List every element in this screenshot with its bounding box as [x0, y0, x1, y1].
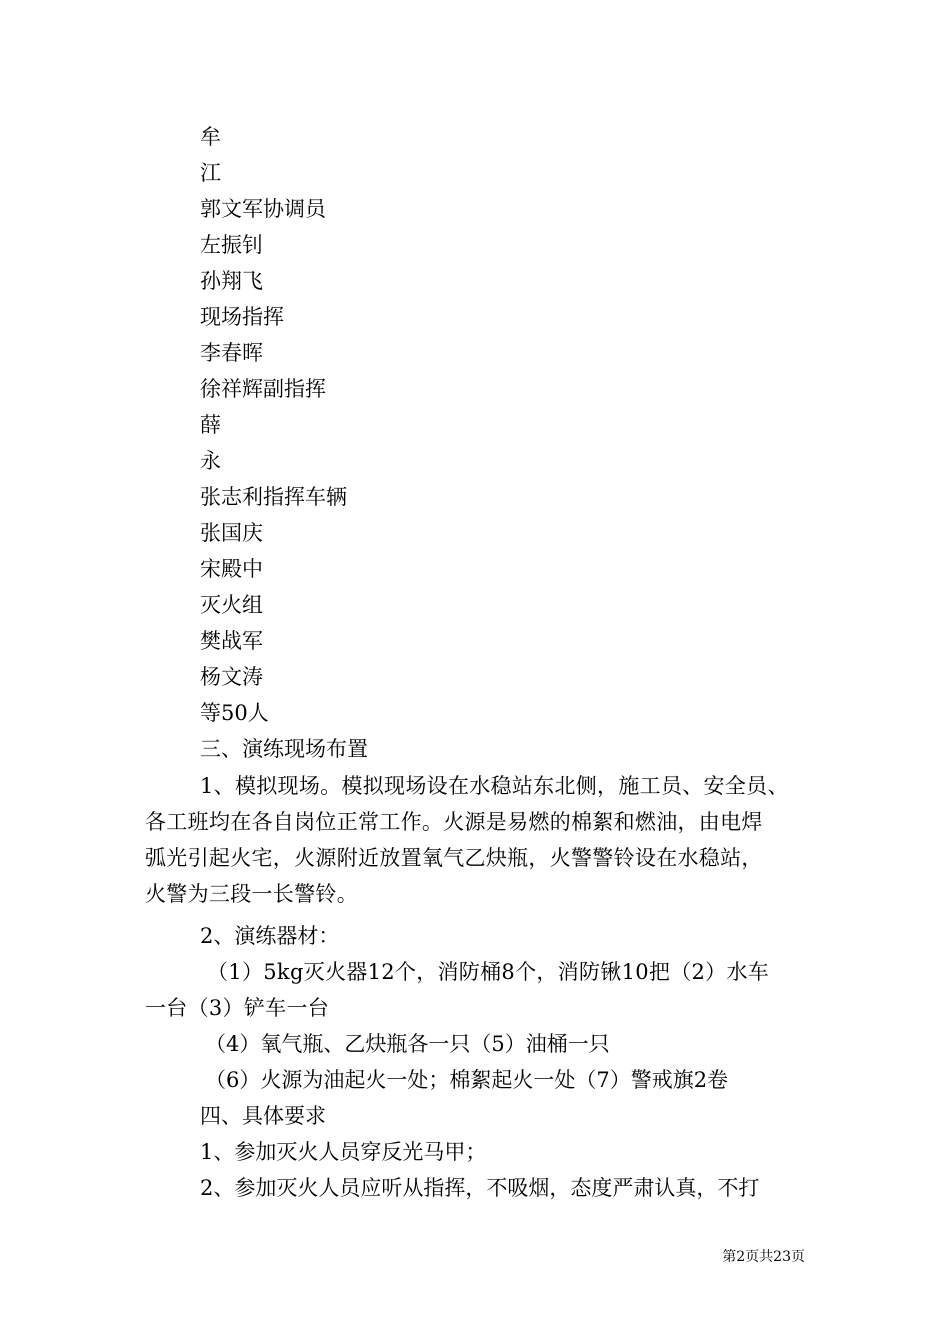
- requirement-item: 2、参加灭火人员应听从指挥，不吸烟，态度严肃认真，不打: [200, 1176, 760, 1200]
- text-line: 杨文涛: [200, 665, 263, 689]
- text-line: 张志利指挥车辆: [200, 485, 347, 509]
- paragraph-equipment: [145, 954, 825, 1026]
- text-line: 宋殿中: [200, 557, 263, 581]
- paragraph-mock-site: [145, 768, 825, 912]
- text-line: 薛: [200, 413, 221, 437]
- text-line: 江: [200, 161, 221, 185]
- paragraph-line: 火警为三段一长警铃。: [145, 882, 358, 906]
- paragraph-line: 一台（3）铲车一台: [145, 996, 330, 1020]
- text-line: 现场指挥: [200, 305, 284, 329]
- text-line: 樊战军: [200, 629, 263, 653]
- text-line: 灭火组: [200, 593, 263, 617]
- text-line: 徐祥辉副指挥: [200, 377, 326, 401]
- paragraph-line: 弧光引起火宅，火源附近放置氧气乙炔瓶，火警警铃设在水稳站，: [145, 846, 763, 870]
- equipment-title: 2、演练器材：: [200, 924, 340, 948]
- requirement-item: 1、参加灭火人员穿反光马甲；: [200, 1140, 487, 1164]
- paragraph-line: 1、模拟现场。模拟现场设在水稳站东北侧，施工员、安全员、: [200, 774, 789, 798]
- equipment-line: （6）火源为油起火一处；棉絮起火一处（7）警戒旗2卷: [205, 1068, 729, 1092]
- text-line: 等50人: [200, 701, 269, 725]
- text-line: 郭文军协调员: [200, 197, 326, 221]
- equipment-line: （4）氧气瓶、乙炔瓶各一只（5）油桶一只: [205, 1032, 610, 1056]
- page-number: 第2页共23页: [722, 1249, 805, 1265]
- paragraph-line: 各工班均在各自岗位正常工作。火源是易燃的棉絮和燃油，由电焊: [145, 810, 763, 834]
- text-line: 永: [200, 449, 221, 473]
- section-heading: 三、演练现场布置: [200, 737, 368, 761]
- section-heading: 四、具体要求: [200, 1104, 326, 1128]
- text-line: 张国庆: [200, 521, 263, 545]
- text-line: 孙翔飞: [200, 269, 263, 293]
- text-line: 李春晖: [200, 341, 263, 365]
- text-line: 左振钊: [200, 233, 263, 257]
- paragraph-line: （1）5kg灭火器12个，消防桶8个，消防锹10把（2）水车: [207, 960, 770, 984]
- text-line: 牟: [200, 125, 221, 149]
